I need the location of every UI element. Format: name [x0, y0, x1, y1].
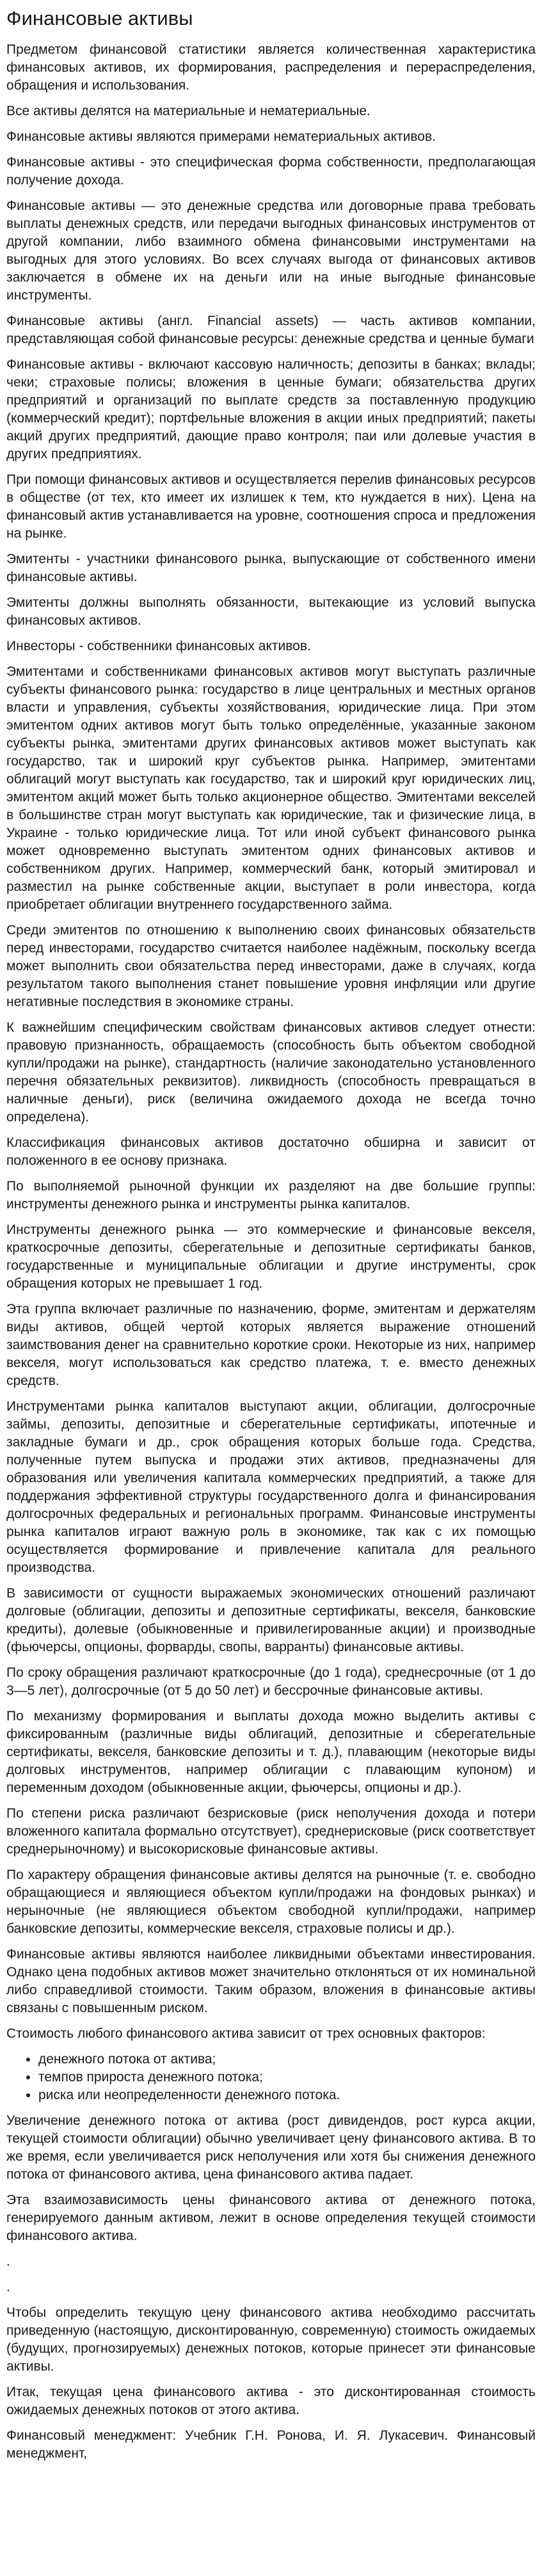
factors-list [6, 2051, 536, 2104]
paragraph: Классификация финансовых активов достаточно обширна и зависит от положенного в ее основу признака. [6, 1135, 536, 1168]
paragraph: В зависимости от сущности выражаемых экономических отношений различают долговые (облигации, депозиты и депозитные сертификаты, векселя, банковские кредиты), долевые (обыкновенные и привилегированные акции) и производные (фьючерсы, опционы, форварды, свопы, варранты) финансовые активы. [6, 1586, 536, 1654]
paragraph: Финансовые активы - включают кассовую наличность; депозиты в банках; вклады; чеки; страховые полисы; вложения в ценные бумаги; обязательства других предприятий и организаций по выплате средств за поставленную продукцию (коммерческий кредит); портфельные вложения в акции иных предприятий; пакеты акций других предприятий, дающие право контроля; паи или долевые участия в других предприятиях. [6, 357, 536, 461]
paragraph: К важнейшим специфическим свойствам финансовых активов следует отнести: правовую признанность, обращаемость (способность быть объектом свободной купли/продажи на рынке), стандартность (наличие законодательно установленного перечня обязательных реквизитов). ликвидность (способность превращаться в наличные деньги), риск (величина ожидаемого дохода не всегда точно определена). [6, 1020, 536, 1124]
paragraph: Инструментами рынка капиталов выступают акции, облигации, долгосрочные займы, депозиты, депозитные и сберегательные сертификаты, ипотечные и закладные бумаги и др., срок обращения которых больше года. Средства, полученные путем выпуска и продажи этих активов, предназначены для образования или увеличения капитала коммерческих предприятий, а также для поддержания эффективной структуры государственного долга и финансирования долгосрочных федеральных и региональных программ. Финансовые инструменты рынка капиталов играют важную роль в экономике, так как с их помощью осуществляется формирование и привлечение капитала для реального производства. [6, 1399, 536, 1575]
paragraph: Финансовые активы - это специфическая форма собственности, предполагающая получение дохода. [6, 155, 536, 188]
article-title: Финансовые активы [6, 7, 193, 29]
paragraph: Все активы делятся на материальные и нематериальные. [6, 104, 371, 118]
paragraph: Среди эмитентов по отношению к выполнению своих финансовых обязательств перед инвесторами, государство считается наиболее надёжным, поскольку всегда может выполнить свои обязательства перед инвесторами, даже в случаях, когда результатом такого выполнения станет повышение уровня инфляции или другие негативные последствия в экономике страны. [6, 923, 536, 1009]
article-body-part-b [6, 2112, 536, 2245]
paragraph: Финансовые активы (англ. Financial assets) — часть активов компании, представляющая собой финансовые ресурсы: денежные средства и ценные бумаги [6, 314, 536, 346]
paragraph: По механизму формирования и выплаты дохода можно выделить активы с фиксированным (различные виды облигаций, депозитные и сберегательные сертификаты, векселя, банковские депозиты и т. д.), плавающим (некоторые виды долговых инструментов, например облигации с плавающим купоном) и переменным доходом (обыкновенные акции, фьючерсы, опционы и др.). [6, 1709, 536, 1795]
dot-separator: . [6, 2254, 10, 2269]
dot-separator: . [6, 2280, 10, 2294]
paragraph: Эта группа включает различные по назначению, форме, эмитентам и держателям виды активов, общей чертой которых является выражение отношений заимствования денег на сравнительно короткие сроки. Некоторые из них, например векселя, могут использоваться как средство платежа, т. е. вместо денежных средств. [6, 1302, 536, 1388]
paragraph: Итак, текущая цена финансового актива - это дисконтированная стоимость ожидаемых денежных потоков от этого актива. [6, 2385, 536, 2417]
paragraph: При помощи финансовых активов и осуществляется перелив финансовых ресурсов в обществе (от тех, кто имеет их излишек к тем, кто нуждается в них). Цена на финансовый актив устанавливается на уровне, соотношения спроса и предложения на рынке. [6, 472, 536, 541]
paragraph: Эмитенты должны выполнять обязанности, вытекающие из условий выпуска финансовых активов. [6, 595, 536, 628]
list-item: • риска или неопределенности денежного потока. [38, 2086, 536, 2104]
paragraph: Финансовые активы являются наиболее ликвидными объектами инвестирования. Однако цена подобных активов может значительно отклоняться от их номинальной либо справедливой стоимости. Таким образом, вложения в финансовые активы связаны с повышенным риском. [6, 1947, 536, 2015]
paragraph: По выполняемой рыночной функции их разделяют на две большие группы: инструменты денежного рынка и инструменты рынка капиталов. [6, 1179, 536, 1212]
paragraph: Финансовые активы являются примерами нематериальных активов. [6, 129, 436, 144]
paragraph: Стоимость любого финансового актива зависит от трех основных факторов: [6, 2026, 486, 2041]
paragraph: Эмитентами и собственниками финансовых активов могут выступать различные субъекты финансового рынка: государство в лице центральных и местных органов власти и управления, субъекты хозяйствования, юридические лица. При этом эмитентом одних активов могут быть только определённые, указанные законом субъекты рынка, эмитентами других финансовых активов может выступать как государство, так и широкий круг субъектов рынка. Например, эмитентами облигаций могут выступать как государство, так и широкий круг юридических лиц, эмитентом акций может быть только акционерное общество. Эмитентами векселей в большинстве стран могут выступать как юридические, так и физические лица, в Украине - только юридические лица. Тот или иной субъект финансового рынка может одновременно выступать эмитентом одних финансовых активов и собственником других. Например, коммерческий банк, который эмитировал и разместил на рынке собственные акции, выступает в роли инвестора, когда приобретает облигации внутреннего государственного займа. [6, 664, 536, 912]
paragraph: Инвесторы - собственники финансовых активов. [6, 639, 311, 653]
list-item: • темпов прироста денежного потока; [38, 2068, 536, 2086]
paragraph: Инструменты денежного рынка — это коммерческие и финансовые векселя, краткосрочные депозиты, сберегательные и депозитные сертификаты банков, государственные и муниципальные облигации и другие инструменты, срок обращения которых не превышает 1 год. [6, 1222, 536, 1291]
list-item: • денежного потока от актива; [38, 2051, 536, 2068]
paragraph: Эта взаимозависимость цены финансового актива от денежного потока, генерируемого данным активом, лежит в основе определения текущей стоимости финансового актива. [6, 2193, 536, 2243]
paragraph: Увеличение денежного потока от актива (рост дивидендов, рост курса акции, текущей стоимости облигации) обычно увеличивает цену финансового актива. В то же время, если увеличивается риск неполучения или хотя бы снижения денежного потока от финансового актива, цена финансового актива падает. [6, 2113, 536, 2182]
paragraph: Финансовые активы — это денежные средства или договорные права требовать выплаты денежных средств, или передачи выгодных финансовых инструментов от другой компании, либо взаимного обмена финансовыми инструментами на выгодных для этого условиях. Во всех случаях выгода от финансовых активов заключается в обмене их на деньги или на иные выгодные финансовые инструменты. [6, 198, 536, 303]
paragraph: По степени риска различают безрисковые (риск неполучения дохода и потери вложенного капитала формально отсутствует), среднерисковые (риск соответствует среднерыночному) и высокорисковые финансовые активы. [6, 1806, 536, 1857]
paragraph: Предметом финансовой статистики является количественная характеристика финансовых активов, их формирования, распределения и перераспределения, обращения и использования. [6, 42, 536, 93]
paragraph: Чтобы определить текущую цену финансового актива необходимо рассчитать приведенную (настоящую, дисконтированную, современную) стоимость ожидаемых (будущих, прогнозируемых) денежных потоков, которые принесет эти финансовые активы. [6, 2305, 536, 2374]
article-body-part-c [6, 2304, 536, 2463]
article-body-part-a [6, 41, 536, 2043]
source-citation: Финансовый менеджмент: Учебник Г.Н. Ронова, И. Я. Лукасевич. Финансовый менеджмент, [6, 2428, 536, 2461]
paragraph: По сроку обращения различают краткосрочные (до 1 года), среднесрочные (от 1 до 3—5 лет), долгосрочные (от 5 до 50 лет) и бессрочные финансовые активы. [6, 1665, 536, 1698]
paragraph: По характеру обращения финансовые активы делятся на рыночные (т. е. свободно обращающиеся и являющиеся объектом купли/продажи на фондовых рынках) и нерыночные (не являющиеся объектом свободной купли/продажи, например банковские депозиты, коммерческие векселя, страховые полисы и др.). [6, 1868, 536, 1936]
paragraph: Эмитенты - участники финансового рынка, выпускающие от собственного имени финансовые активы. [6, 552, 536, 584]
